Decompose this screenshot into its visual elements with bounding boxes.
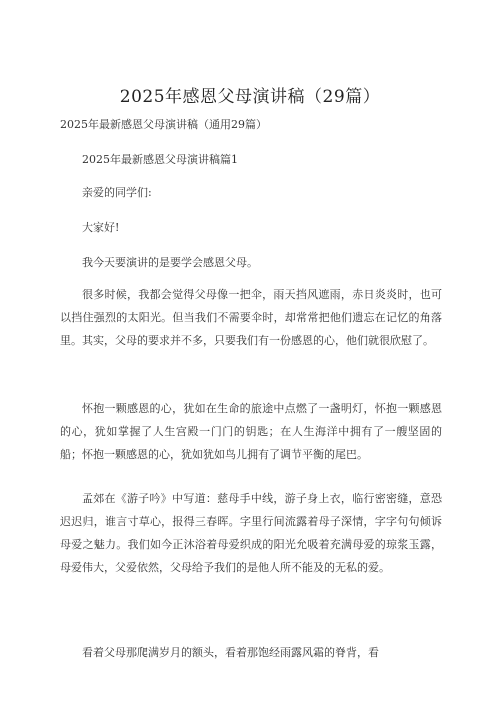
paragraph-text: 看着父母那爬满岁月的额头，看着那饱经雨露风霜的脊背，看 bbox=[82, 646, 379, 659]
paragraph-1 bbox=[60, 283, 442, 352]
paragraph-4 bbox=[60, 641, 442, 664]
section-heading: 2025年最新感恩父母演讲稿篇1 bbox=[82, 153, 238, 166]
hello-line: 大家好! bbox=[82, 221, 120, 234]
intro-line: 我今天要演讲的是要学会感恩父母。 bbox=[82, 256, 258, 269]
greeting-line: 亲爱的同学们: bbox=[82, 186, 152, 199]
paragraph-2 bbox=[60, 397, 442, 466]
paragraph-text: 孟郊在《游子吟》中写道：慈母手中线，游子身上衣，临行密密缝，意恐迟迟归，谁言寸草心，报得三春晖。字里行间流露着母子深情，字字句句倾诉母爱之魅力。我们如今正沐浴着母爱织成的阳光允吸着充满母爱的琼浆玉露，母爱伟大，父爱依然，父母给予我们的是他人所不能及的无私的爱。 bbox=[60, 492, 442, 574]
paragraph-3 bbox=[60, 487, 442, 579]
paragraph-text: 很多时候，我都会觉得父母像一把伞，雨天挡风遮雨，赤日炎炎时，也可以挡住强烈的太阳光。但当我们不需要伞时，却常常把他们遗忘在记忆的角落里。其实，父母的要求并不多，只要我们有一份感恩的心，他们就很欣慰了。 bbox=[60, 288, 442, 347]
paragraph-text: 怀抱一颗感恩的心，犹如在生命的旅途中点燃了一盏明灯，怀抱一颗感恩的心，犹如掌握了人生宫殿一门门的钥匙；在人生海洋中拥有了一艘坚固的船；怀抱一颗感恩的心，犹如犹如鸟儿拥有了调节平衡的尾巴。 bbox=[60, 402, 442, 461]
document-subtitle: 2025年最新感恩父母演讲稿（通用29篇） bbox=[60, 118, 267, 131]
document-title: 2025年感恩父母演讲稿（29篇） bbox=[119, 87, 381, 107]
